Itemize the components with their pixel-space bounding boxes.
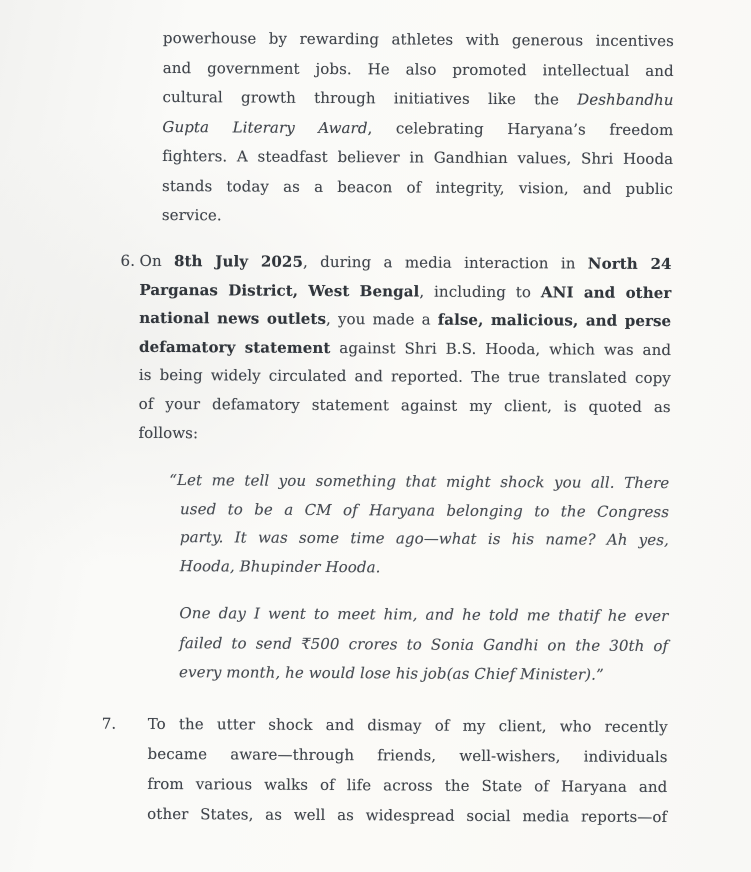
text-line bbox=[139, 304, 671, 336]
text-line: every month, he would lose his job(as Chief Minister).” bbox=[179, 663, 604, 684]
list-number-7: 7. bbox=[101, 714, 117, 733]
paragraph-intro-continuation bbox=[162, 24, 674, 234]
text-line: powerhouse by rewarding athletes with generous incentives bbox=[162, 28, 674, 51]
text-line: of your defamatory statement against my client, is quoted as bbox=[138, 394, 671, 417]
text-line bbox=[140, 247, 672, 279]
italic-segment: Gupta Literary Award bbox=[162, 117, 368, 137]
text-line: “Let me tell you something that might shock you all. There bbox=[169, 471, 670, 493]
bold-segment: ANI and other bbox=[540, 282, 672, 302]
bold-segment: national news outlets bbox=[139, 309, 327, 329]
bold-segment: North 24 bbox=[587, 254, 672, 274]
text-line: became aware—through friends, well-wishers, individuals bbox=[147, 744, 668, 767]
text-segment: cultural growth through initiatives like the bbox=[162, 87, 578, 109]
text-line: is being widely circulated and reported. The true translated copy bbox=[138, 366, 671, 388]
text-line: follows: bbox=[138, 423, 199, 442]
text-segment: , including to bbox=[419, 282, 541, 301]
text-line bbox=[162, 112, 673, 145]
text-line bbox=[139, 275, 671, 307]
paragraph-item-7 bbox=[147, 709, 668, 832]
text-line: from various walks of life across the State of Haryana and bbox=[147, 774, 668, 797]
text-segment: , celebrating Haryana’s freedom bbox=[367, 118, 674, 139]
text-segment: On bbox=[139, 251, 175, 271]
bold-segment: Parganas District, West Bengal bbox=[139, 280, 420, 301]
text-segment: , during a media interaction in bbox=[302, 252, 588, 273]
text-line bbox=[162, 83, 673, 116]
text-line: failed to send ₹500 crores to Sonia Gandhi on the 30th of bbox=[179, 633, 669, 655]
quoted-statement-para-2 bbox=[179, 599, 669, 690]
text-line bbox=[139, 333, 671, 365]
text-line: fighters. A steadfast believer in Gandhian values, Shri Hooda bbox=[162, 146, 674, 169]
text-line: One day I went to meet him, and he told me thatif he ever bbox=[179, 604, 669, 626]
text-line: used to be a CM of Haryana belonging to the Congress bbox=[180, 499, 670, 521]
text-line: party. It was some time ago—what is his name? Ah yes, bbox=[179, 528, 669, 550]
list-number-6: 6. bbox=[120, 251, 136, 270]
text-line: To the utter shock and dismay of my client, who recently bbox=[147, 714, 668, 737]
text-line: service. bbox=[161, 205, 222, 225]
text-segment: against Shri B.S. Hooda, which was and bbox=[330, 338, 672, 359]
text-line: stands today as a beacon of integrity, vision, and public bbox=[161, 176, 674, 198]
quoted-statement-para-1 bbox=[169, 466, 670, 583]
italic-segment: Deshbandhu bbox=[577, 90, 674, 110]
paragraph-item-6 bbox=[138, 247, 671, 450]
bold-segment: 8th July 2025 bbox=[173, 252, 304, 271]
bold-segment: false, malicious, and perse bbox=[437, 310, 672, 331]
text-line: and government jobs. He also promoted intellectual and bbox=[162, 58, 674, 80]
text-line: Hooda, Bhupinder Hooda. bbox=[179, 556, 381, 576]
text-segment: , you made a bbox=[325, 310, 438, 329]
bold-segment: defamatory statement bbox=[139, 337, 331, 357]
text-line: other States, as well as widespread social media reports—of bbox=[147, 804, 668, 827]
